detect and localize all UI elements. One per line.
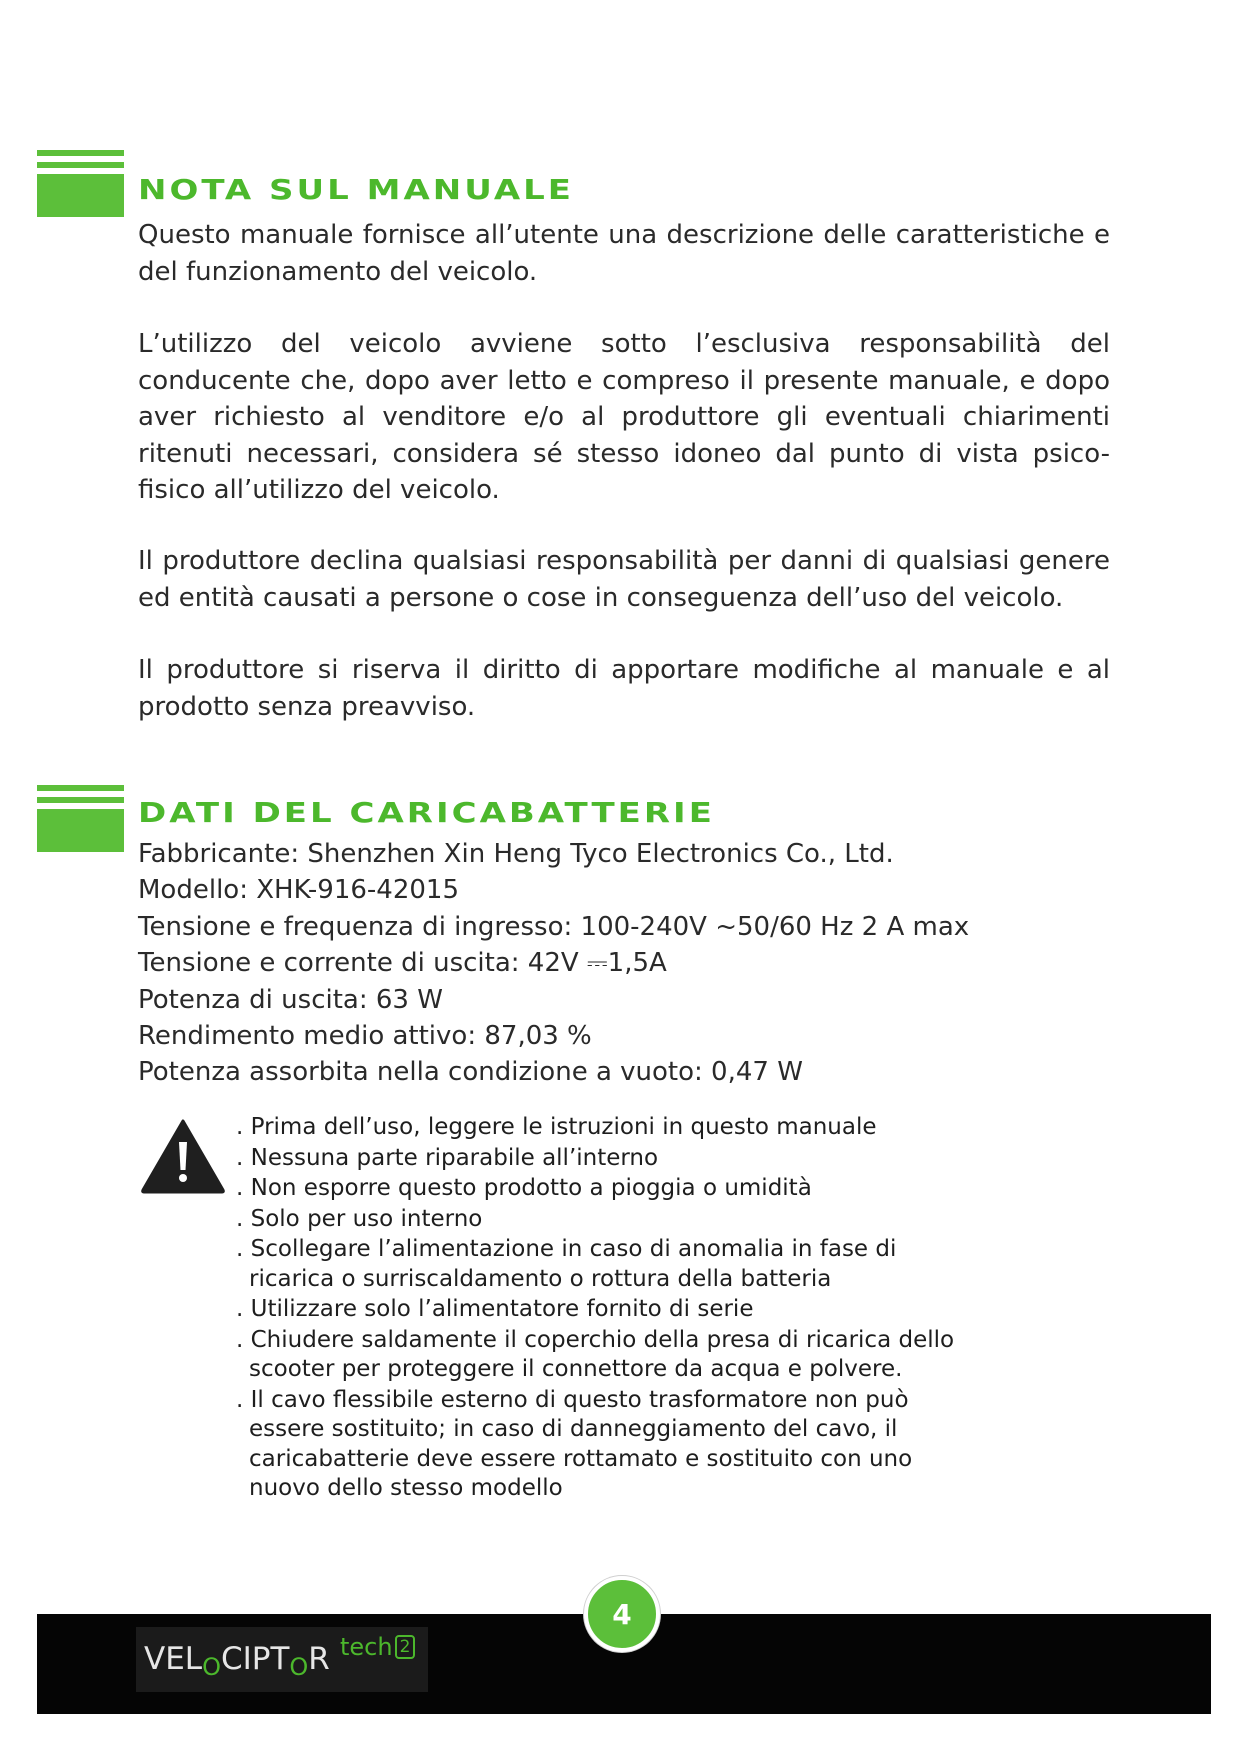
section-title-dati: DATI DEL CARICABATTERIE [138, 796, 715, 830]
warning-item: . Il cavo flessibile esterno di questo trasformatore non può essere sostituito; in caso di danneggiamento del cavo, il caricabatterie deve essere rottamato e sostituito con uno nuovo dello stesso modello [236, 1386, 913, 1501]
paragraph-responsibility: L’utilizzo del veicolo avviene sotto l’esclusiva responsabilità del conducente che, dopo aver letto e compreso il presente manuale, e dopo aver richiesto al venditore e/o al produttore gli eventuali chiarimenti ritenuti necessari, considera sé stesso idoneo dal punto di vista psico-fisico all’utilizzo del veicolo. [138, 329, 1110, 505]
spec-power: Potenza di uscita: 63 W [138, 984, 443, 1015]
warning-item: . Prima dell’uso, leggere le istruzioni in questo manuale [236, 1114, 877, 1140]
warning-item: . Non esporre questo prodotto a pioggia o umidità [236, 1175, 812, 1201]
logo-text: VEL [144, 1641, 203, 1677]
spec-no-load: Potenza assorbita nella condizione a vuoto: 0,47 W [138, 1057, 803, 1088]
warning-item: . Chiudere saldamente il coperchio della presa di ricarica dello scooter per proteggere il connettore da acqua e polvere. [236, 1326, 955, 1382]
warning-list [236, 1113, 976, 1505]
paragraph-disclaimer: Il produttore declina qualsiasi responsabilità per danni di qualsiasi genere ed entità causati a persone o cose in conseguenza dell’uso del veicolo. [138, 546, 1110, 613]
charger-specs [138, 836, 969, 1091]
section-title-nota: NOTA SUL MANUALE [138, 173, 575, 207]
spec-manufacturer: Fabbricante: Shenzhen Xin Heng Tyco Electronics Co., Ltd. [138, 839, 894, 869]
warning-triangle-icon [140, 1118, 226, 1194]
paragraph-modifications: Il produttore si riserva il diritto di apportare modifiche al manuale e al prodotto senza preavviso. [138, 655, 1110, 722]
warning-item: . Scollegare l’alimentazione in caso di anomalia in fase di ricarica o surriscaldamento o rottura della batteria [236, 1236, 897, 1292]
page-number: 4 [584, 1576, 660, 1652]
warning-item: . Nessuna parte riparabile all’interno [236, 1144, 659, 1171]
logo-version: 2 [395, 1635, 416, 1659]
logo-text: R [308, 1641, 330, 1677]
spec-model: Modello: XHK-916-42015 [138, 875, 460, 906]
section-bars-icon [37, 785, 124, 852]
logo-text: O [289, 1653, 309, 1681]
logo-text: CIPT [220, 1641, 290, 1677]
spec-efficiency: Rendimento medio attivo: 87,03 % [138, 1021, 592, 1052]
logo-text: O [202, 1653, 221, 1681]
logo-tech: tech [340, 1633, 393, 1661]
section-bars-icon [37, 150, 124, 217]
warning-item: . Utilizzare solo l’alimentatore fornito di serie [236, 1296, 754, 1322]
spec-input: Tensione e frequenza di ingresso: 100-240V ~50/60 Hz 2 A max [138, 911, 970, 942]
paragraph-intro: Questo manuale fornisce all’utente una descrizione delle caratteristiche e del funzionamento del veicolo. [138, 220, 1110, 287]
brand-logo [136, 1627, 428, 1692]
warning-item: . Solo per uso interno [236, 1205, 483, 1232]
spec-output: Tensione e corrente di uscita: 42V ⎓1,5A [138, 948, 667, 979]
